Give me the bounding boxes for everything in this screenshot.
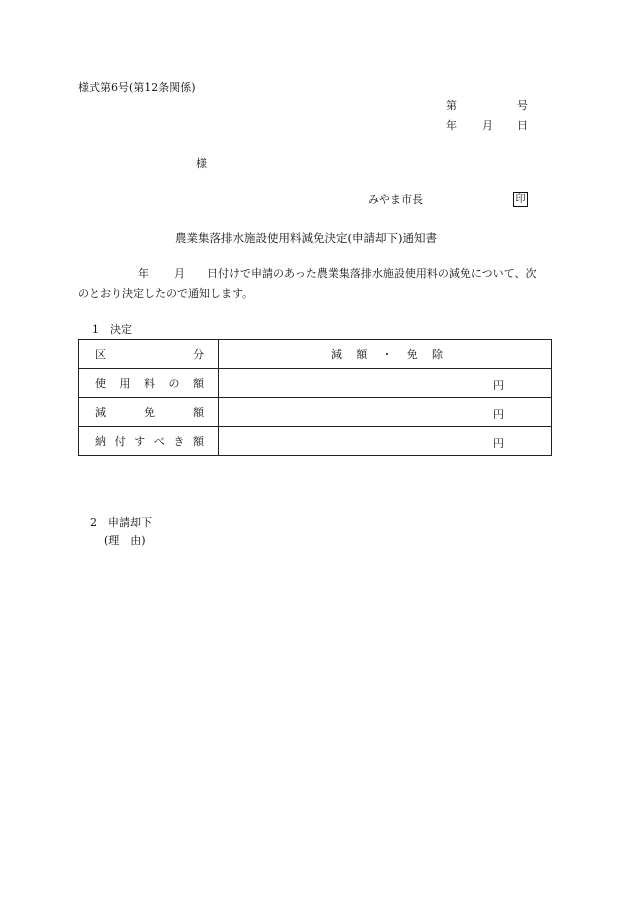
date-year-label: 年 — [446, 119, 457, 132]
yen-unit: 円 — [493, 437, 504, 450]
reason-label: (理 由) — [104, 534, 146, 547]
date-day-label: 日 — [517, 119, 528, 132]
section1-heading: 1 決定 — [92, 323, 132, 336]
row-label: 使用料の額 — [79, 369, 219, 398]
amount-cell — [219, 369, 552, 398]
table-row — [79, 398, 552, 427]
header-cell-category: 区分 — [79, 340, 219, 369]
amount-cell — [219, 427, 552, 456]
form-number: 様式第6号(第12条関係) — [78, 81, 196, 94]
decision-table — [78, 339, 552, 456]
seal-mark: 印 — [513, 192, 528, 207]
body-year-label: 年 — [138, 267, 149, 280]
row-label: 減免額 — [79, 398, 219, 427]
issue-number-suffix: 号 — [517, 99, 528, 112]
issuer-name: みやま市長 — [368, 193, 423, 206]
header-cell-reduction: 減額・免除 — [219, 340, 552, 369]
addressee-suffix: 様 — [196, 157, 207, 170]
body-text-line1-rest: 日付けで申請のあった農業集落排水施設使用料の減免について、次 — [207, 267, 537, 280]
body-month-label: 月 — [174, 267, 185, 280]
amount-cell — [219, 398, 552, 427]
body-text-line2: のとおり決定したので通知します。 — [78, 287, 254, 300]
table-header-row — [79, 340, 552, 369]
section2-heading: 2 申請却下 — [90, 516, 152, 529]
issue-number-label: 第 — [446, 99, 457, 112]
date-month-label: 月 — [482, 119, 493, 132]
row-label: 納付すべき額 — [79, 427, 219, 456]
document-title: 農業集落排水施設使用料減免決定(申請却下)通知書 — [175, 231, 437, 245]
yen-unit: 円 — [493, 408, 504, 421]
yen-unit: 円 — [493, 379, 504, 392]
table-row — [79, 427, 552, 456]
table-row — [79, 369, 552, 398]
